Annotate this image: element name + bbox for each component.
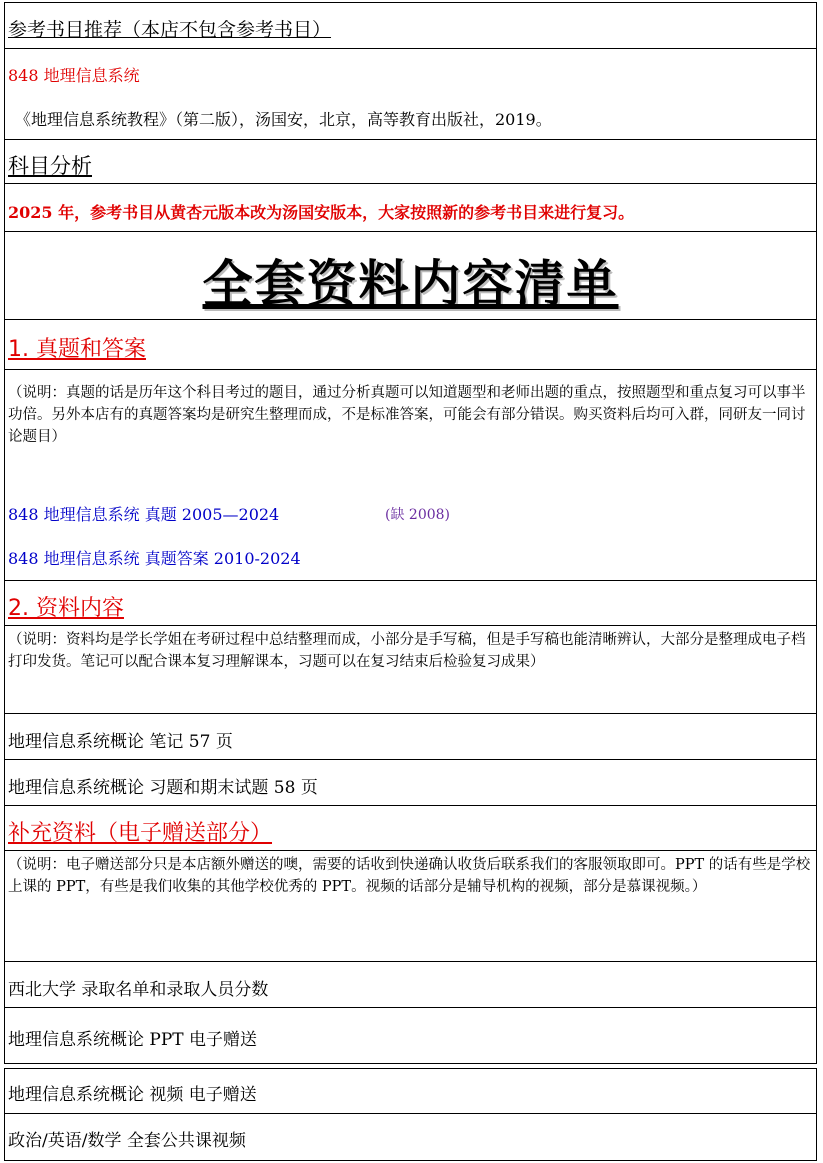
section3-item1: 西北大学 录取名单和录取人员分数 xyxy=(8,980,269,1000)
section1-item1-note: (缺 2008) xyxy=(385,507,451,523)
big-title: 全套资料内容清单 xyxy=(202,255,619,313)
section3-item2: 地理信息系统概论 PPT 电子赠送 xyxy=(8,1030,258,1050)
section2-title-row xyxy=(5,581,816,626)
section1-title: 1. 真题和答案 xyxy=(8,337,146,362)
course-code-title: 848 地理信息系统 xyxy=(8,66,140,85)
document-table xyxy=(4,2,817,1064)
section3-item1-row xyxy=(5,962,816,1008)
section1-title-row xyxy=(5,320,816,370)
analysis-text: 2025 年，参考书目从黄杏元版本改为汤国安版本，大家按照新的参考书目来进行复习。 xyxy=(8,203,635,222)
section2-item2-row xyxy=(5,760,816,806)
document-table-continued xyxy=(4,1068,817,1161)
analysis-header-row xyxy=(5,140,816,184)
section2-item1-row xyxy=(5,714,816,760)
analysis-header: 科目分析 xyxy=(8,154,92,178)
section3-item4: 政治/英语/数学 全套公共课视频 xyxy=(8,1131,246,1151)
section3-title-row xyxy=(5,806,816,851)
section1-body-row xyxy=(5,370,816,581)
section1-item1: 848 地理信息系统 真题 2005—2024 xyxy=(8,505,280,524)
ref-header-row xyxy=(5,3,816,49)
section2-note-row xyxy=(5,626,816,714)
section3-note: （说明：电子赠送部分只是本店额外赠送的噢，需要的话收到快递确认收货后联系我们的客服领取即可。PPT 的话有些是学校上课的 PPT，有些是我们收集的其他学校优秀的 PPT。视频的话部分是辅导机构的视频，部分是慕课视频。） xyxy=(8,857,811,895)
big-title-row xyxy=(5,232,816,320)
section3-item3-row xyxy=(5,1069,816,1114)
section3-item3: 地理信息系统概论 视频 电子赠送 xyxy=(8,1085,257,1105)
textbook-row xyxy=(5,49,816,140)
section1-note: （说明：真题的话是历年这个科目考过的题目，通过分析真题可以知道题型和老师出题的重点，按照题型和重点复习可以事半功倍。另外本店有的真题答案均是研究生整理而成，不是标准答案，可能会有部分错误。购买资料后均可入群，同研友一同讨论题目） xyxy=(8,385,806,445)
section3-item4-row xyxy=(5,1114,816,1160)
section3-note-row xyxy=(5,851,816,962)
section2-item2: 地理信息系统概论 习题和期末试题 58 页 xyxy=(8,778,318,798)
analysis-text-row xyxy=(5,184,816,232)
ref-header: 参考书目推荐（本店不包含参考书目） xyxy=(8,19,332,41)
section3-title: 补充资料（电子赠送部分） xyxy=(8,821,273,846)
textbook-citation: 《地理信息系统教程》（第二版），汤国安，北京，高等教育出版社，2019。 xyxy=(15,110,552,129)
section2-item1: 地理信息系统概论 笔记 57 页 xyxy=(8,732,233,752)
section3-item2-row xyxy=(5,1008,816,1063)
section2-title: 2. 资料内容 xyxy=(8,596,124,621)
section2-note: （说明：资料均是学长学姐在考研过程中总结整理而成，小部分是手写稿，但是手写稿也能清晰辨认，大部分是整理成电子档打印发货。笔记可以配合课本复习理解课本，习题可以在复习结束后检验复习成果） xyxy=(8,632,806,670)
section1-item2: 848 地理信息系统 真题答案 2010-2024 xyxy=(8,549,301,568)
